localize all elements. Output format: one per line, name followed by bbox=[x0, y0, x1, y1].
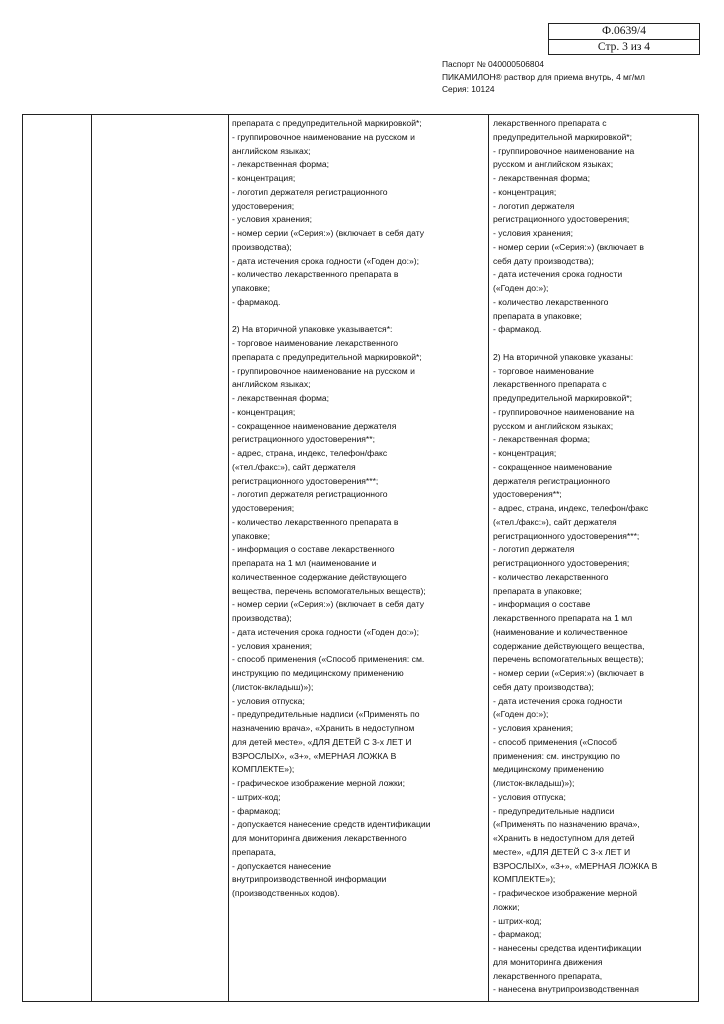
text-line: - адрес, страна, индекс, телефон/факс bbox=[232, 448, 388, 458]
text-line: - лекарственная форма; bbox=[232, 393, 330, 403]
text-line: себя дату производства); bbox=[493, 681, 594, 692]
text-line: «Хранить в недоступном для детей bbox=[493, 833, 635, 843]
text-line: предупредительной маркировкой*; bbox=[493, 131, 633, 142]
text-line: - дата истечения срока годности («Годен до:»); bbox=[232, 626, 420, 637]
text-line: препарата в упаковке; bbox=[493, 310, 582, 321]
text-line: - концентрация; bbox=[493, 448, 557, 458]
text-line: - группировочное наименование на bbox=[493, 145, 635, 156]
text-line: назначению врача», «Хранить в недоступном bbox=[232, 723, 415, 733]
text-line: упаковке; bbox=[232, 283, 270, 293]
text-line: регистрационного удостоверения**; bbox=[232, 434, 375, 445]
column-divider bbox=[228, 115, 229, 1001]
text-line: - условия хранения; bbox=[232, 640, 313, 651]
text-line: - концентрация; bbox=[232, 173, 296, 183]
text-line: - номер серии («Серия:») (включает в себя дату bbox=[232, 228, 425, 238]
series-number: Серия: 10124 bbox=[442, 84, 495, 94]
text-line: - количество лекарственного bbox=[493, 296, 609, 307]
text-line: (листок-вкладыш)»); bbox=[232, 681, 314, 692]
text-line: - группировочное наименование на bbox=[493, 406, 635, 417]
text-line: - сокращенное наименование держателя bbox=[232, 420, 397, 431]
text-line: («Годен до:»); bbox=[493, 283, 549, 293]
text-line: применения: см. инструкцию по bbox=[493, 750, 620, 761]
text-line: препарата с предупредительной маркировкой*; bbox=[232, 118, 422, 128]
text-line: количественное содержание действующего bbox=[232, 571, 407, 582]
text-line: регистрационного удостоверения***; bbox=[493, 530, 640, 541]
text-line: препарата, bbox=[232, 846, 277, 857]
text-line: - условия хранения; bbox=[232, 214, 313, 225]
text-line: («Годен до:»); bbox=[493, 709, 549, 720]
text-line: производства); bbox=[232, 613, 292, 623]
text-line: месте», «ДЛЯ ДЕТЕЙ С 3-х ЛЕТ И bbox=[493, 846, 631, 857]
text-line: - группировочное наименование на русском и bbox=[232, 131, 415, 142]
text-line: - допускается нанесение bbox=[232, 860, 332, 871]
text-line: удостоверения**; bbox=[493, 489, 562, 500]
text-line: - лекарственная форма; bbox=[232, 159, 330, 170]
text-line: - номер серии («Серия:») (включает в bbox=[493, 241, 644, 252]
text-line: (наименование и количественное bbox=[493, 626, 628, 637]
text-line: упаковке; bbox=[232, 530, 270, 541]
text-line: лекарственного препарата с bbox=[493, 379, 607, 390]
text-line: лекарственного препарата на 1 мл bbox=[493, 613, 633, 623]
text-line: - штрих-код; bbox=[493, 915, 542, 926]
text-line: - фармакод. bbox=[232, 296, 281, 307]
text-line: вещества, перечень вспомогательных веществ); bbox=[232, 585, 426, 596]
text-line: регистрационного удостоверения; bbox=[493, 558, 630, 568]
text-line: русском и английском языках; bbox=[493, 420, 614, 431]
text-line: английском языках; bbox=[232, 379, 311, 390]
text-line: - допускается нанесение средств идентификации bbox=[232, 819, 431, 830]
text-line: - условия отпуска; bbox=[493, 791, 566, 802]
text-line bbox=[493, 337, 657, 351]
text-line: - количество лекарственного препарата в bbox=[232, 269, 399, 280]
text-line: инструкцию по медицинскому применению bbox=[232, 668, 404, 678]
product-name: ПИКАМИЛОН® раствор для приема внутрь, 4 мг/мл bbox=[442, 71, 645, 82]
text-line: - лекарственная форма; bbox=[493, 173, 591, 183]
text-line: регистрационного удостоверения; bbox=[493, 214, 630, 225]
text-line: русском и английском языках; bbox=[493, 159, 614, 170]
form-number-box bbox=[548, 23, 700, 55]
text-line: - торговое наименование bbox=[493, 365, 594, 376]
text-line: - способ применения («Способ применения: см. bbox=[232, 654, 425, 665]
text-line: - информация о составе лекарственного bbox=[232, 544, 395, 555]
text-line: себя дату производства); bbox=[493, 255, 594, 266]
text-line: - фармакод; bbox=[493, 929, 542, 940]
text-line: для мониторинга движения лекарственного bbox=[232, 833, 407, 843]
text-line: - нанесена внутрипроизводственная bbox=[493, 984, 639, 995]
text-line: - концентрация; bbox=[493, 186, 557, 197]
text-line: медицинскому применению bbox=[493, 764, 604, 775]
text-line: содержание действующего вещества, bbox=[493, 640, 645, 651]
text-line: КОМПЛЕКТЕ»); bbox=[232, 764, 295, 775]
passport-header bbox=[442, 58, 645, 96]
text-line: - графическое изображение мерной bbox=[493, 888, 638, 898]
text-line: - нанесены средства идентификации bbox=[493, 943, 642, 953]
text-line: - сокращенное наименование bbox=[493, 461, 613, 472]
text-line: - номер серии («Серия:») (включает в себя дату bbox=[232, 599, 425, 610]
text-line: - информация о составе bbox=[493, 599, 591, 610]
text-line: - логотип держателя bbox=[493, 200, 575, 211]
text-line: - логотип держателя регистрационного bbox=[232, 489, 388, 500]
text-line: - условия хранения; bbox=[493, 228, 574, 238]
passport-number: Паспорт № 040000506804 bbox=[442, 59, 544, 69]
text-line: внутрипроизводственной информации bbox=[232, 874, 387, 885]
text-line: - фармакод. bbox=[493, 324, 542, 335]
current-text-column bbox=[232, 117, 431, 901]
text-line: перечень вспомогательных веществ); bbox=[493, 654, 644, 665]
text-line: (производственных кодов). bbox=[232, 888, 340, 898]
text-line: английском языках; bbox=[232, 145, 311, 156]
text-line: препарата в упаковке; bbox=[493, 585, 582, 596]
text-line: ВЗРОСЛЫХ», «3+», «МЕРНАЯ ЛОЖКА В bbox=[493, 860, 658, 871]
text-line: - предупредительные надписи («Применять по bbox=[232, 709, 420, 720]
text-line: - предупредительные надписи bbox=[493, 805, 615, 816]
comparison-table bbox=[22, 114, 699, 1002]
text-line: - лекарственная форма; bbox=[493, 434, 591, 445]
text-line: - дата истечения срока годности bbox=[493, 269, 623, 280]
text-line: предупредительной маркировкой*; bbox=[493, 393, 633, 403]
text-line: - дата истечения срока годности («Годен до:»); bbox=[232, 255, 420, 266]
text-line: - условия хранения; bbox=[493, 723, 574, 733]
text-line: удостоверения; bbox=[232, 200, 295, 211]
text-line: - графическое изображение мерной ложки; bbox=[232, 778, 405, 788]
text-line: - номер серии («Серия:») (включает в bbox=[493, 668, 644, 678]
text-line: ВЗРОСЛЫХ», «3+», «МЕРНАЯ ЛОЖКА В bbox=[232, 750, 397, 761]
text-line: 2) На вторичной упаковке указаны: bbox=[493, 351, 634, 362]
text-line: (листок-вкладыш)»); bbox=[493, 778, 575, 788]
text-line: - логотип держателя bbox=[493, 544, 575, 555]
text-line: - штрих-код; bbox=[232, 791, 281, 802]
text-line: КОМПЛЕКТЕ»); bbox=[493, 874, 556, 885]
page-indicator: Стр. 3 из 4 bbox=[597, 41, 651, 53]
text-line: («Применять по назначению врача», bbox=[493, 819, 640, 830]
text-line: препарата на 1 мл (наименование и bbox=[232, 558, 377, 568]
text-line: - концентрация; bbox=[232, 406, 296, 417]
text-line: для детей месте», «ДЛЯ ДЕТЕЙ С 3-х ЛЕТ И bbox=[232, 736, 412, 747]
text-line: («тел./факс:»), сайт держателя bbox=[232, 461, 356, 472]
text-line: регистрационного удостоверения***; bbox=[232, 475, 379, 486]
text-line: - торговое наименование лекарственного bbox=[232, 338, 399, 348]
text-line: удостоверения; bbox=[232, 503, 295, 513]
text-line: лекарственного препарата с bbox=[493, 118, 607, 128]
column-divider bbox=[91, 115, 92, 1001]
text-line bbox=[232, 310, 431, 324]
text-line: («тел./факс:»), сайт держателя bbox=[493, 516, 617, 527]
text-line: ложки; bbox=[493, 901, 520, 912]
text-line: лекарственного препарата, bbox=[493, 970, 603, 981]
text-line: - количество лекарственного bbox=[493, 571, 609, 582]
text-line: держателя регистрационного bbox=[493, 475, 611, 486]
text-line: 2) На вторичной упаковке указывается*: bbox=[232, 324, 393, 335]
text-line: препарата с предупредительной маркировкой*; bbox=[232, 351, 422, 362]
text-line: производства); bbox=[232, 241, 292, 252]
text-line: - способ применения («Способ bbox=[493, 736, 617, 747]
text-line: - дата истечения срока годности bbox=[493, 695, 623, 706]
text-line: - адрес, страна, индекс, телефон/факс bbox=[493, 503, 649, 513]
text-line: - логотип держателя регистрационного bbox=[232, 186, 388, 197]
text-line: - фармакод; bbox=[232, 805, 281, 816]
proposed-text-column bbox=[493, 117, 657, 997]
text-line: - количество лекарственного препарата в bbox=[232, 516, 399, 527]
form-code: Ф.0639/4 bbox=[549, 24, 699, 40]
text-line: - условия отпуска; bbox=[232, 695, 305, 706]
text-line: - группировочное наименование на русском и bbox=[232, 365, 415, 376]
text-line: для мониторинга движения bbox=[493, 956, 603, 967]
column-divider bbox=[488, 115, 489, 1001]
